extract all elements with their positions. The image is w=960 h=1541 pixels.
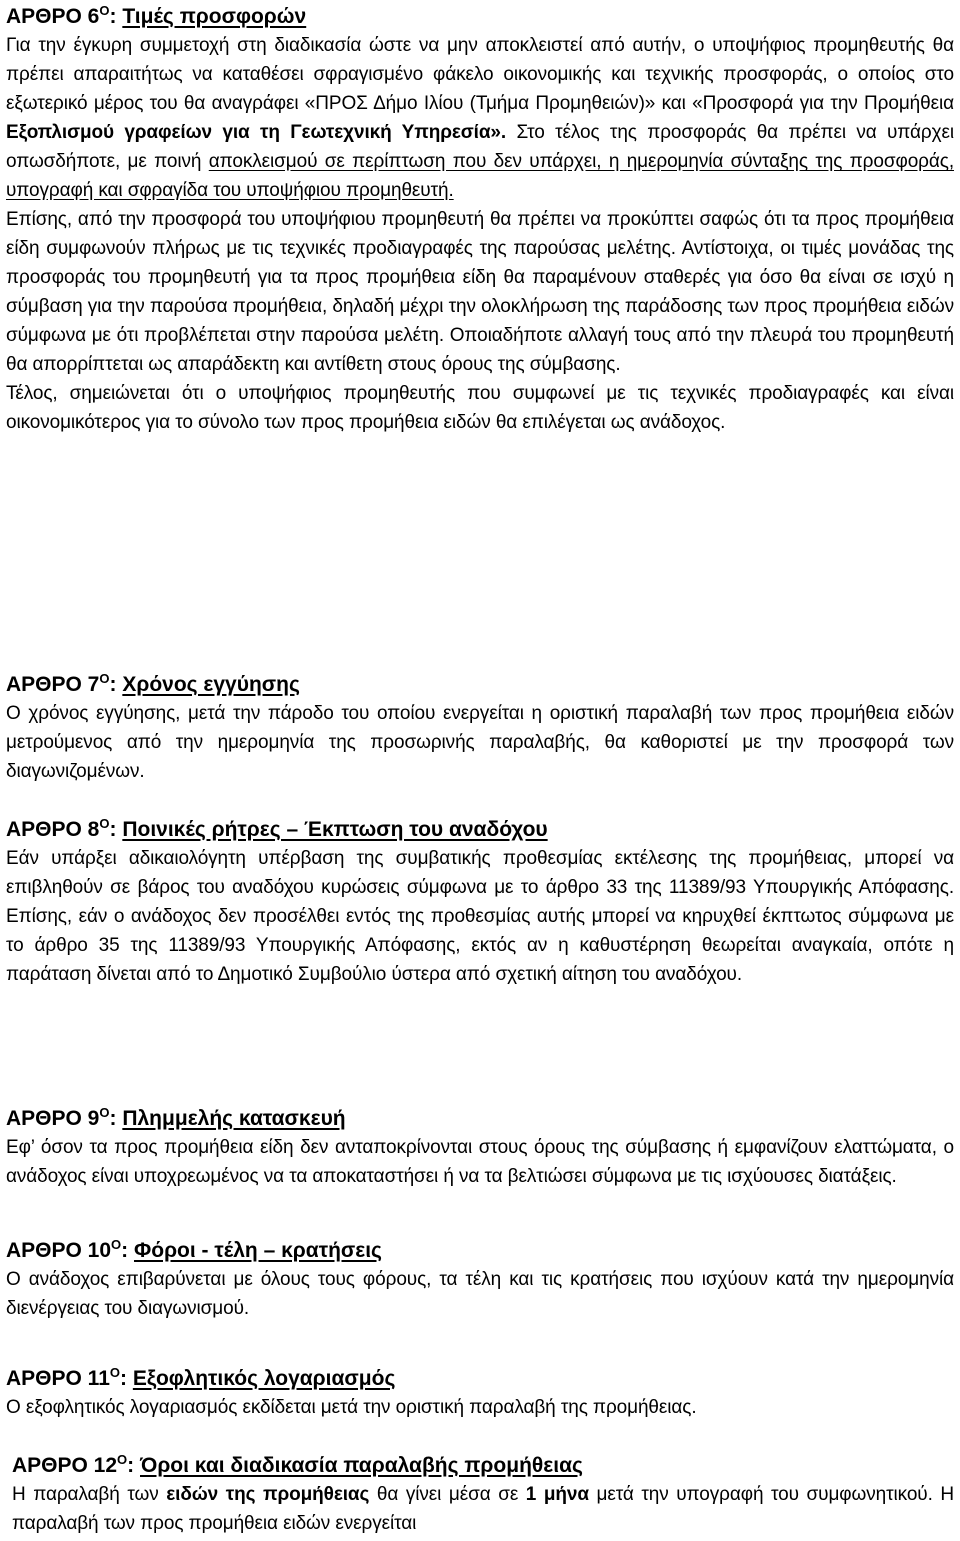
- article-10: [6, 1236, 954, 1323]
- article-number: ΑΡΘΡΟ 10: [6, 1239, 112, 1262]
- article-9-heading: ΑΡΘΡΟ $9^O$: Πλημμελής κατασκευή: [6, 1105, 346, 1130]
- article-6-body: [6, 31, 954, 437]
- article-number: ΑΡΘΡΟ 7: [6, 673, 100, 696]
- article-11-heading: ΑΡΘΡΟ $11^O$: Εξοφλητικός λογαριασμός: [6, 1365, 396, 1390]
- article-8: [6, 815, 954, 989]
- article-number: ΑΡΘΡΟ 6: [6, 5, 100, 28]
- article-title: Όροι και διαδικασία παραλαβής προμήθειας: [140, 1454, 583, 1477]
- article-12-heading: ΑΡΘΡΟ $12^O$: Όροι και διαδικασία παραλαβής προμήθειας: [12, 1452, 583, 1477]
- article-10-body: Ο ανάδοχος επιβαρύνεται με όλους τους φόρους, τα τέλη και τις κρατήσεις που ισχύουν κατά την ημερομηνία διενέργειας του διαγωνισμού.: [6, 1269, 954, 1319]
- article-number: ΑΡΘΡΟ 11: [6, 1367, 110, 1390]
- article-number: ΑΡΘΡΟ 9: [6, 1107, 100, 1130]
- article-number-sup: Ο: [117, 1452, 128, 1467]
- article-number-sup: Ο: [99, 1105, 110, 1120]
- article-11: [6, 1364, 954, 1422]
- article-title: Τιμές προσφορών: [122, 5, 307, 28]
- article-6: [6, 2, 954, 437]
- article-title: Εξοφλητικός λογαριασμός: [132, 1367, 396, 1390]
- underlined-text: αποκλεισμού σε περίπτωση που δεν υπάρχει, η ημερομηνία σύνταξης της προσφοράς, υπογραφή και σφραγίδα του υποψήφιου προμηθευτή.: [6, 151, 954, 201]
- article-number-sup: Ο: [99, 671, 110, 686]
- paragraph-text: Στο τέλος της προσφοράς θα πρέπει να υπάρχει οπωσδήποτε, με ποινή: [6, 122, 954, 172]
- paragraph-text: Για την έγκυρη συμμετοχή στη διαδικασία ώστε να μην αποκλειστεί από αυτήν, ο υποψήφιος προμηθευτής θα πρέπει απαραιτήτως να καταθέσει σφραγισμένο φάκελο οικονομικής και τεχνικής προσφοράς, ο οποίος στο εξωτερικό μέρος του θα αναγράφει «ΠΡΟΣ Δήμο Ιλίου (Τμήμα Προμηθειών)» και «Προσφορά για την Προμήθεια: [6, 35, 954, 114]
- paragraph-text: μετά την υπογραφή του συμφωνητικού. Η παραλαβή των προς προμήθεια ειδών ενεργείται: [12, 1484, 954, 1534]
- article-9: [6, 1104, 954, 1191]
- article-6-paragraph-2: Επίσης, από την προσφορά του υποψήφιου προμηθευτή θα πρέπει να προκύπτει σαφώς ότι τα προς προμήθεια είδη συμφωνούν πλήρως με τις τεχνικές προδιαγραφές της παρούσας μελέτης. Αντίστοιχα, οι τιμές μονάδας της προσφοράς του προμηθευτή για τα προς προμήθεια είδη θα παραμένουν σταθερές για όσο θα είναι σε ισχύ η σύμβαση για την παρούσα προμήθεια, δηλαδή μέχρι την ολοκλήρωση της παράδοσης των προς προμήθεια ειδών σύμφωνα με ότι προβλέπεται στην παρούσα μελέτη. Οποιαδήποτε αλλαγή τους από την πλευρά του προμηθευτή θα απορρίπτεται ως απαράδεκτη και αντίθετη στους όρους της σύμβασης.: [6, 209, 954, 375]
- article-number-sup: Ο: [99, 816, 110, 831]
- article-title: Ποινικές ρήτρες – Έκπτωση του αναδόχου: [122, 818, 548, 841]
- article-number: ΑΡΘΡΟ 12: [12, 1454, 118, 1477]
- bold-text: Εξοπλισμού γραφείων για τη Γεωτεχνική Υπηρεσία».: [6, 122, 507, 143]
- article-8-heading: ΑΡΘΡΟ $8^O$: Ποινικές ρήτρες – Έκπτωση του αναδόχου: [6, 816, 548, 841]
- article-number: ΑΡΘΡΟ 8: [6, 818, 100, 841]
- article-7: [6, 670, 954, 786]
- article-number-sup: Ο: [99, 3, 110, 18]
- article-8-body: Εάν υπάρξει αδικαιολόγητη υπέρβαση της συμβατικής προθεσμίας εκτέλεσης της προμήθειας, μπορεί να επιβληθούν σε βάρος του αναδόχου κυρώσεις σύμφωνα με το άρθρο 33 της 11389/93 Υπουργικής Απόφασης. Επίσης, εάν ο ανάδοχος δεν προσέλθει εντός της προθεσμίας αυτής μπορεί να κηρυχθεί έκπτωτος σύμφωνα με το άρθρο 35 της 11389/93 Υπουργικής Απόφασης, εκτός αν η καθυστέρηση θεωρείται αναγκαία, οπότε η παράταση δίνεται από το Δημοτικό Συμβούλιο ύστερα από σχετική αίτηση του αναδόχου.: [6, 848, 954, 985]
- article-6-heading: ΑΡΘΡΟ $6^O$: Τιμές προσφορών: [6, 3, 307, 28]
- article-11-body: Ο εξοφλητικός λογαριασμός εκδίδεται μετά την οριστική παραλαβή της προμήθειας.: [6, 1397, 697, 1418]
- article-7-body: Ο χρόνος εγγύησης, μετά την πάροδο του οποίου ενεργείται η οριστική παραλαβή των προς προμήθεια ειδών μετρούμενος από την ημερομηνία της προσωρινής παραλαβής, θα καθοριστεί με την προσφορά των διαγωνιζομένων.: [6, 703, 954, 782]
- article-10-heading: ΑΡΘΡΟ $10^O$: Φόροι - τέλη – κρατήσεις: [6, 1237, 382, 1262]
- article-number-sup: Ο: [109, 1365, 121, 1380]
- bold-text: ειδών της προμήθειας: [166, 1484, 370, 1505]
- paragraph-text: θα γίνει μέσα σε: [369, 1484, 526, 1505]
- paragraph-text: Η παραλαβή των: [12, 1484, 167, 1505]
- article-6-paragraph-1: [6, 31, 954, 205]
- article-6-paragraph-3: Τέλος, σημειώνεται ότι ο υποψήφιος προμηθευτής που συμφωνεί με τις τεχνικές προδιαγραφές και είναι οικονομικότερος για το σύνολο των προς προμήθεια ειδών θα επιλέγεται ως ανάδοχος.: [6, 383, 954, 433]
- bold-text: 1 μήνα: [525, 1484, 589, 1505]
- article-title: Φόροι - τέλη – κρατήσεις: [134, 1239, 382, 1262]
- article-title: Πλημμελής κατασκευή: [122, 1107, 346, 1130]
- article-title: Χρόνος εγγύησης: [122, 673, 300, 696]
- article-7-heading: ΑΡΘΡΟ $7^O$: Χρόνος εγγύησης: [6, 671, 300, 696]
- article-12: [12, 1451, 954, 1538]
- article-12-body: [12, 1480, 954, 1538]
- article-number-sup: Ο: [111, 1237, 122, 1252]
- article-9-body: Εφ’ όσον τα προς προμήθεια είδη δεν ανταποκρίνονται στους όρους της σύμβασης ή εμφανίζουν ελαττώματα, ο ανάδοχος είναι υποχρεωμένος να τα αποκαταστήσει ή να τα βελτιώσει σύμφωνα με τις ισχύουσες διατάξεις.: [6, 1137, 954, 1187]
